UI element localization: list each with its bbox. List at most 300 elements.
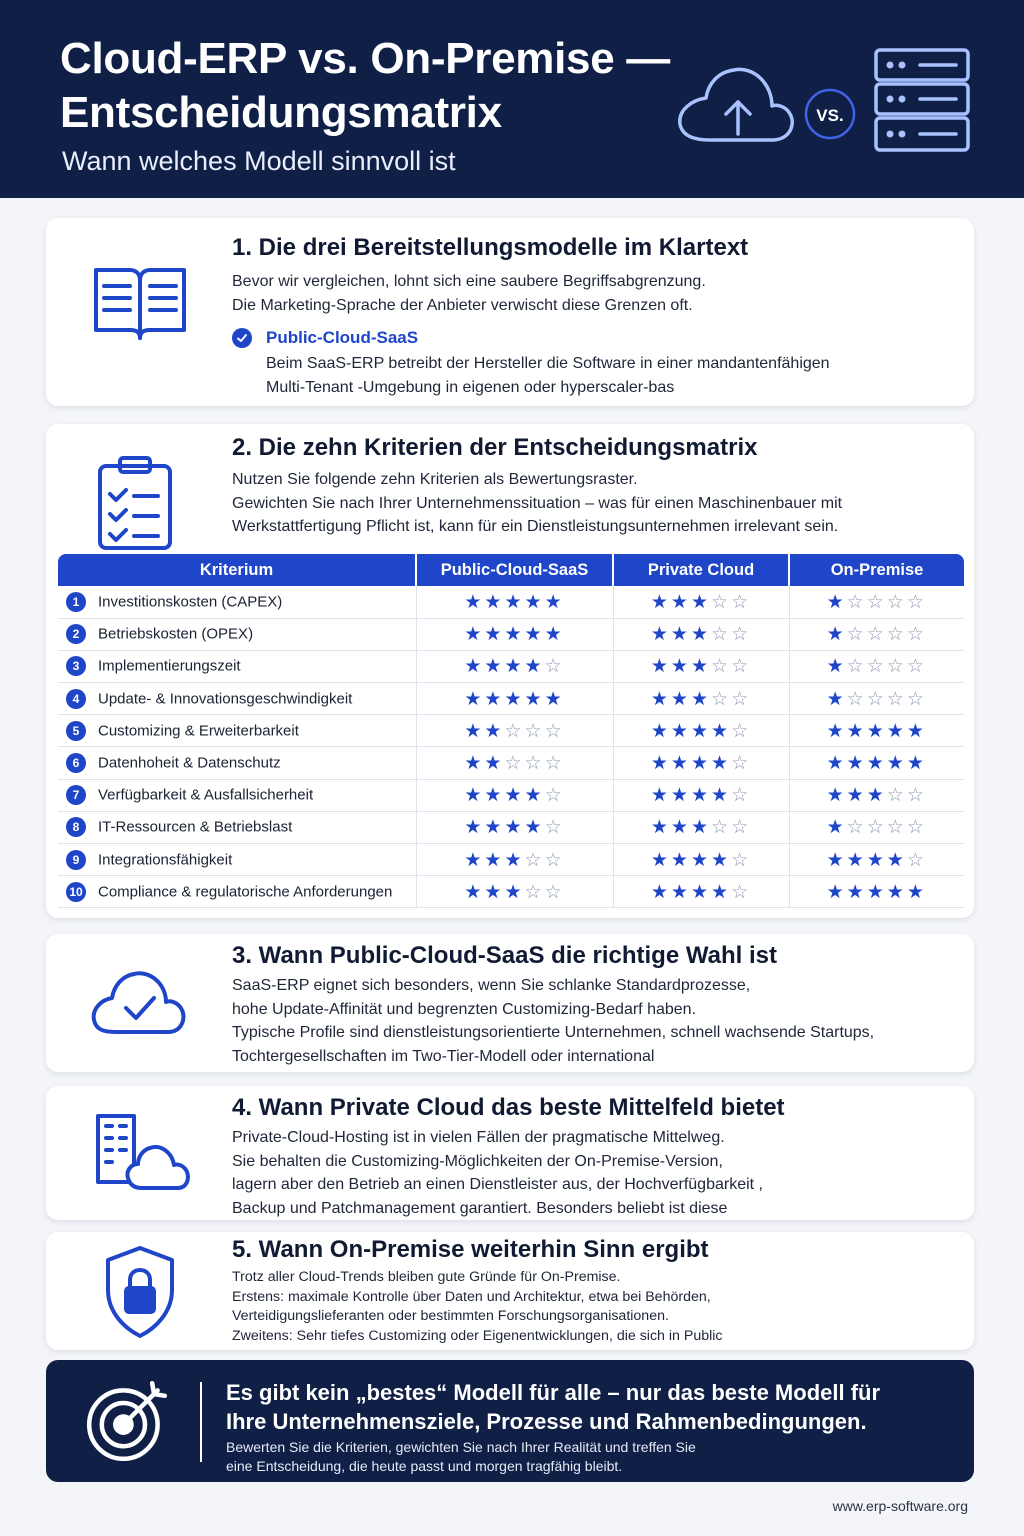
star-filled-icon: ★ [484,687,505,710]
star-filled-icon: ★ [866,784,887,807]
star-rating [464,688,564,710]
star-empty-icon: ☆ [524,719,545,742]
star-rating [464,816,564,838]
title-line-2: Entscheidungsmatrix [60,88,502,137]
rating-cell [416,844,613,876]
text-line: lagern aber den Betrieb an einen Dienstleister aus, der Hochverfügbarkeit , [232,1176,763,1193]
star-filled-icon: ★ [504,784,525,807]
vs-badge: VS. [816,106,844,125]
conclusion-headline [226,1378,880,1436]
star-filled-icon: ★ [826,590,847,613]
star-filled-icon: ★ [711,880,732,903]
text-line: Backup und Patchmanagement garantiert. Besonders beliebt ist diese [232,1199,728,1217]
criterion-number-badge: 6 [66,753,86,773]
star-empty-icon: ☆ [731,880,752,903]
text-line: Bewerten Sie die Kriterien, gewichten Sie nach Ihrer Realität und treffen Sie [226,1439,696,1455]
star-filled-icon: ★ [650,880,671,903]
star-filled-icon: ★ [826,752,847,775]
text-line: Bevor wir vergleichen, lohnt sich eine saubere Begriffsabgrenzung. [232,273,706,290]
star-filled-icon: ★ [690,623,712,646]
criterion-label: IT-Ressourcen & Betriebslast [98,818,293,836]
star-empty-icon: ☆ [886,816,907,839]
star-rating [464,784,564,806]
star-empty-icon: ☆ [544,784,565,807]
star-filled-icon: ★ [544,687,565,710]
table-row [58,876,964,908]
text-line: Tochtergesellschaften im Two-Tier-Modell oder international [232,1047,655,1065]
star-filled-icon: ★ [650,816,671,839]
criterion-label: Integrationsfähigkeit [98,851,233,869]
star-empty-icon: ☆ [731,590,752,613]
text-line: SaaS-ERP eignet sich besonders, wenn Sie schlanke Standardprozesse, [232,977,751,994]
star-filled-icon: ★ [690,719,712,742]
star-filled-icon: ★ [826,655,847,678]
star-empty-icon: ☆ [886,784,907,807]
table-row [58,779,964,811]
star-empty-icon: ☆ [544,719,565,742]
text-line: Zweitens: Sehr tiefes Customizing oder Eigenentwicklungen, die sich in Public [232,1327,723,1344]
star-filled-icon: ★ [670,719,691,742]
criterion-number-badge: 7 [66,785,86,805]
star-filled-icon: ★ [690,752,712,775]
star-empty-icon: ☆ [544,880,565,903]
rating-cell [789,811,964,843]
star-filled-icon: ★ [650,752,671,775]
title-line-1: Cloud-ERP vs. On-Premise — [60,34,670,83]
star-filled-icon: ★ [866,719,887,742]
rating-cell [789,876,964,908]
star-filled-icon: ★ [690,784,712,807]
star-empty-icon: ☆ [906,623,927,646]
star-filled-icon: ★ [826,719,847,742]
star-filled-icon: ★ [826,816,847,839]
rating-cell [789,683,964,715]
text-line: Die Marketing-Sprache der Anbieter verwischt diese Grenzen oft. [232,296,693,314]
star-filled-icon: ★ [484,719,505,742]
star-filled-icon: ★ [524,655,545,678]
star-filled-icon: ★ [826,784,847,807]
table-body [58,586,964,908]
section-private-cloud [46,1086,974,1220]
star-filled-icon: ★ [711,848,732,871]
rating-cell [613,844,789,876]
star-filled-icon: ★ [524,590,545,613]
star-filled-icon: ★ [464,623,485,646]
rating-cell [613,747,789,779]
star-empty-icon: ☆ [711,816,732,839]
star-filled-icon: ★ [650,784,671,807]
star-filled-icon: ★ [690,655,712,678]
table-row [58,844,964,876]
star-filled-icon: ★ [650,687,671,710]
column-header: On-Premise [789,554,964,586]
star-rating [464,881,564,903]
criterion-label: Datenhoheit & Datenschutz [98,754,281,772]
star-filled-icon: ★ [846,848,867,871]
star-filled-icon: ★ [670,655,691,678]
star-empty-icon: ☆ [731,752,752,775]
rating-cell [789,586,964,618]
star-empty-icon: ☆ [846,687,867,710]
star-empty-icon: ☆ [731,655,752,678]
star-filled-icon: ★ [484,784,505,807]
star-empty-icon: ☆ [906,590,927,613]
star-empty-icon: ☆ [524,752,545,775]
star-filled-icon: ★ [690,590,712,613]
star-filled-icon: ★ [826,848,847,871]
star-rating [651,816,751,838]
text-line: Nutzen Sie folgende zehn Kriterien als Bewertungsraster. [232,471,638,488]
star-empty-icon: ☆ [544,752,565,775]
star-filled-icon: ★ [504,880,525,903]
star-empty-icon: ☆ [866,623,887,646]
highlight-public-cloud-saas [232,328,418,348]
star-filled-icon: ★ [464,880,485,903]
criterion-label: Verfügbarkeit & Ausfallsicherheit [98,786,314,804]
star-filled-icon: ★ [846,880,867,903]
star-rating [464,720,564,742]
star-empty-icon: ☆ [886,623,907,646]
table-row [58,618,964,650]
criterion-cell [58,715,416,747]
footer-url[interactable]: www.erp-software.org [832,1498,968,1514]
star-filled-icon: ★ [690,848,712,871]
star-rating [827,720,927,742]
star-filled-icon: ★ [650,590,671,613]
rating-cell [613,715,789,747]
star-filled-icon: ★ [670,848,691,871]
star-filled-icon: ★ [886,848,907,871]
section-1-text [232,270,706,317]
criterion-label: Investitionskosten (CAPEX) [98,593,283,611]
star-filled-icon: ★ [484,880,505,903]
criterion-number-badge: 4 [66,689,86,709]
criterion-number-badge: 8 [66,817,86,837]
rating-cell [789,715,964,747]
criterion-label: Compliance & regulatorische Anforderungen [98,883,393,901]
star-rating [827,591,927,613]
star-empty-icon: ☆ [886,590,907,613]
rating-cell [613,779,789,811]
star-rating [827,881,927,903]
criterion-label: Betriebskosten (OPEX) [98,625,254,643]
criterion-cell [58,811,416,843]
star-empty-icon: ☆ [906,816,927,839]
rating-cell [613,876,789,908]
star-filled-icon: ★ [504,623,525,646]
star-empty-icon: ☆ [731,848,752,871]
star-filled-icon: ★ [866,752,887,775]
rating-cell [416,779,613,811]
section-5-title: 5. Wann On-Premise weiterhin Sinn ergibt [232,1236,709,1263]
rating-cell [416,586,613,618]
star-filled-icon: ★ [826,880,847,903]
star-rating [827,655,927,677]
star-rating [651,655,751,677]
highlight-label: Public-Cloud-SaaS [266,328,419,347]
building-cloud-icon [90,1102,190,1202]
star-rating [464,623,564,645]
rating-cell [613,618,789,650]
criterion-cell [58,683,416,715]
star-rating [651,623,751,645]
star-rating [651,688,751,710]
star-rating [827,688,927,710]
rating-cell [789,618,964,650]
column-header: Kriterium [58,554,416,586]
star-empty-icon: ☆ [866,655,887,678]
star-filled-icon: ★ [484,752,505,775]
rating-cell [789,650,964,682]
vertical-divider [200,1382,202,1462]
criterion-number-badge: 10 [66,882,86,902]
star-filled-icon: ★ [886,752,907,775]
text-line: Verteidigungslieferanten oder bestimmten Forschungsorganisationen. [232,1308,669,1324]
star-filled-icon: ★ [504,816,525,839]
section-3-text [232,974,874,1068]
star-empty-icon: ☆ [846,655,867,678]
cloud-upload-icon [680,69,792,140]
headline-line: Ihre Unternehmensziele, Prozesse und Rahmenbedingungen. [226,1409,867,1434]
star-empty-icon: ☆ [846,590,867,613]
text-line: Private-Cloud-Hosting ist in vielen Fällen der pragmatische Mittelweg. [232,1129,725,1146]
star-filled-icon: ★ [906,880,927,903]
star-filled-icon: ★ [711,784,732,807]
star-filled-icon: ★ [866,848,887,871]
criterion-cell [58,650,416,682]
rating-cell [789,747,964,779]
criterion-number-badge: 5 [66,721,86,741]
rating-cell [613,811,789,843]
criterion-number-badge: 3 [66,656,86,676]
table-row [58,683,964,715]
page-title [60,32,670,140]
star-filled-icon: ★ [524,623,545,646]
star-filled-icon: ★ [650,719,671,742]
check-circle-icon [232,328,252,348]
star-filled-icon: ★ [464,816,485,839]
rating-cell [416,876,613,908]
star-filled-icon: ★ [846,784,867,807]
star-empty-icon: ☆ [504,719,525,742]
star-empty-icon: ☆ [731,687,752,710]
criterion-cell [58,586,416,618]
table-header-row [58,554,964,586]
rating-cell [613,586,789,618]
column-header: Public-Cloud-SaaS [416,554,613,586]
section-1-title: 1. Die drei Bereitstellungsmodelle im Klartext [232,234,749,261]
open-book-icon [90,252,190,352]
star-rating [651,881,751,903]
text-line: Gewichten Sie nach Ihrer Unternehmenssituation – was für einen Maschinenbauer mit [232,494,843,512]
star-filled-icon: ★ [544,590,565,613]
table-row [58,650,964,682]
rating-cell [416,650,613,682]
headline-line: Es gibt kein „bestes“ Modell für alle – nur das beste Modell für [226,1380,881,1405]
server-rack-icon [876,50,968,150]
section-2-text [232,468,842,539]
table-row [58,715,964,747]
section-5-text [232,1268,723,1346]
conclusion-banner [46,1360,974,1482]
star-rating [827,752,927,774]
star-filled-icon: ★ [690,687,712,710]
star-empty-icon: ☆ [731,623,752,646]
star-rating [464,591,564,613]
star-filled-icon: ★ [886,880,907,903]
star-empty-icon: ☆ [906,687,927,710]
star-empty-icon: ☆ [886,687,907,710]
star-rating [464,655,564,677]
section-3-title: 3. Wann Public-Cloud-SaaS die richtige Wahl ist [232,942,777,969]
star-empty-icon: ☆ [544,848,565,871]
star-empty-icon: ☆ [846,623,867,646]
star-empty-icon: ☆ [866,687,887,710]
star-filled-icon: ★ [690,880,712,903]
star-filled-icon: ★ [670,590,691,613]
section-2-title: 2. Die zehn Kriterien der Entscheidungsmatrix [232,434,758,461]
star-filled-icon: ★ [866,880,887,903]
decision-matrix-table [58,554,964,908]
criterion-label: Customizing & Erweiterbarkeit [98,722,299,740]
target-arrow-icon [82,1376,172,1466]
star-filled-icon: ★ [504,848,525,871]
star-filled-icon: ★ [464,655,485,678]
star-rating [464,849,564,871]
section-4-title: 4. Wann Private Cloud das beste Mittelfeld bietet [232,1094,785,1121]
star-filled-icon: ★ [464,687,485,710]
star-filled-icon: ★ [650,623,671,646]
star-empty-icon: ☆ [544,816,565,839]
rating-cell [789,779,964,811]
star-filled-icon: ★ [670,784,691,807]
text-line: Erstens: maximale Kontrolle über Daten und Architektur, etwa bei Behörden, [232,1288,711,1305]
star-filled-icon: ★ [846,719,867,742]
rating-cell [613,683,789,715]
star-empty-icon: ☆ [906,848,927,871]
star-rating [464,752,564,774]
criterion-number-badge: 1 [66,592,86,612]
table-row [58,586,964,618]
star-empty-icon: ☆ [711,623,732,646]
text-line: Sie behalten die Customizing-Möglichkeiten der On-Premise-Version, [232,1152,723,1170]
star-filled-icon: ★ [484,816,505,839]
star-empty-icon: ☆ [866,816,887,839]
header-banner [0,0,1024,198]
star-filled-icon: ★ [484,623,505,646]
star-filled-icon: ★ [826,623,847,646]
star-filled-icon: ★ [524,687,545,710]
star-rating [827,623,927,645]
star-filled-icon: ★ [484,655,505,678]
rating-cell [416,715,613,747]
section-on-premise [46,1232,974,1350]
star-filled-icon: ★ [690,816,712,839]
star-empty-icon: ☆ [906,784,927,807]
star-empty-icon: ☆ [711,687,732,710]
rating-cell [789,844,964,876]
text-line: Trotz aller Cloud-Trends bleiben gute Gründe für On-Premise. [232,1269,621,1285]
star-empty-icon: ☆ [524,848,545,871]
star-filled-icon: ★ [464,784,485,807]
shield-lock-icon [90,1242,190,1342]
star-filled-icon: ★ [906,719,927,742]
star-rating [827,849,927,871]
star-filled-icon: ★ [464,590,485,613]
star-filled-icon: ★ [670,687,691,710]
star-rating [651,752,751,774]
cloud-vs-server-illustration [672,44,978,164]
star-filled-icon: ★ [670,623,691,646]
criterion-label: Implementierungszeit [98,657,241,675]
criterion-cell [58,618,416,650]
text-line: Typische Profile sind dienstleistungsorientierte Unternehmen, schnell wachsende Startups, [232,1024,875,1041]
star-empty-icon: ☆ [711,590,732,613]
star-filled-icon: ★ [464,719,485,742]
section-deployment-models [46,218,974,406]
rating-cell [416,811,613,843]
star-rating [651,849,751,871]
criterion-cell [58,844,416,876]
star-filled-icon: ★ [464,848,485,871]
rating-cell [416,683,613,715]
star-filled-icon: ★ [484,590,505,613]
star-filled-icon: ★ [504,687,525,710]
star-filled-icon: ★ [650,848,671,871]
criterion-label: Update- & Innovationsgeschwindigkeit [98,690,353,708]
star-filled-icon: ★ [886,719,907,742]
table-row [58,811,964,843]
star-filled-icon: ★ [670,880,691,903]
star-empty-icon: ☆ [866,590,887,613]
clipboard-checklist-icon [90,452,190,552]
rating-cell [613,650,789,682]
text-line: eine Entscheidung, die heute passt und morgen tragfähig bleibt. [226,1458,623,1474]
star-filled-icon: ★ [544,623,565,646]
star-rating [827,784,927,806]
column-header: Private Cloud [613,554,789,586]
star-empty-icon: ☆ [846,816,867,839]
star-filled-icon: ★ [464,752,485,775]
star-filled-icon: ★ [711,752,732,775]
star-filled-icon: ★ [826,687,847,710]
star-empty-icon: ☆ [524,880,545,903]
star-empty-icon: ☆ [731,719,752,742]
section-public-cloud [46,934,974,1072]
star-empty-icon: ☆ [504,752,525,775]
star-empty-icon: ☆ [731,816,752,839]
star-filled-icon: ★ [524,784,545,807]
star-empty-icon: ☆ [906,655,927,678]
star-rating [827,816,927,838]
conclusion-text [226,1438,696,1476]
rating-cell [416,747,613,779]
star-filled-icon: ★ [650,655,671,678]
star-empty-icon: ☆ [711,655,732,678]
star-filled-icon: ★ [504,655,525,678]
star-rating [651,591,751,613]
star-filled-icon: ★ [670,816,691,839]
star-filled-icon: ★ [670,752,691,775]
highlight-description [266,352,830,399]
criterion-cell [58,876,416,908]
star-filled-icon: ★ [711,719,732,742]
text-line: hohe Update-Affinität und begrenzten Customizing-Bedarf haben. [232,1000,697,1018]
text-line: Beim SaaS-ERP betreibt der Hersteller die Software in einer mandantenfähigen [266,355,830,372]
rating-cell [416,618,613,650]
star-filled-icon: ★ [504,590,525,613]
text-line: Multi-Tenant -Umgebung in eigenen oder hyperscaler-bas [266,378,675,396]
